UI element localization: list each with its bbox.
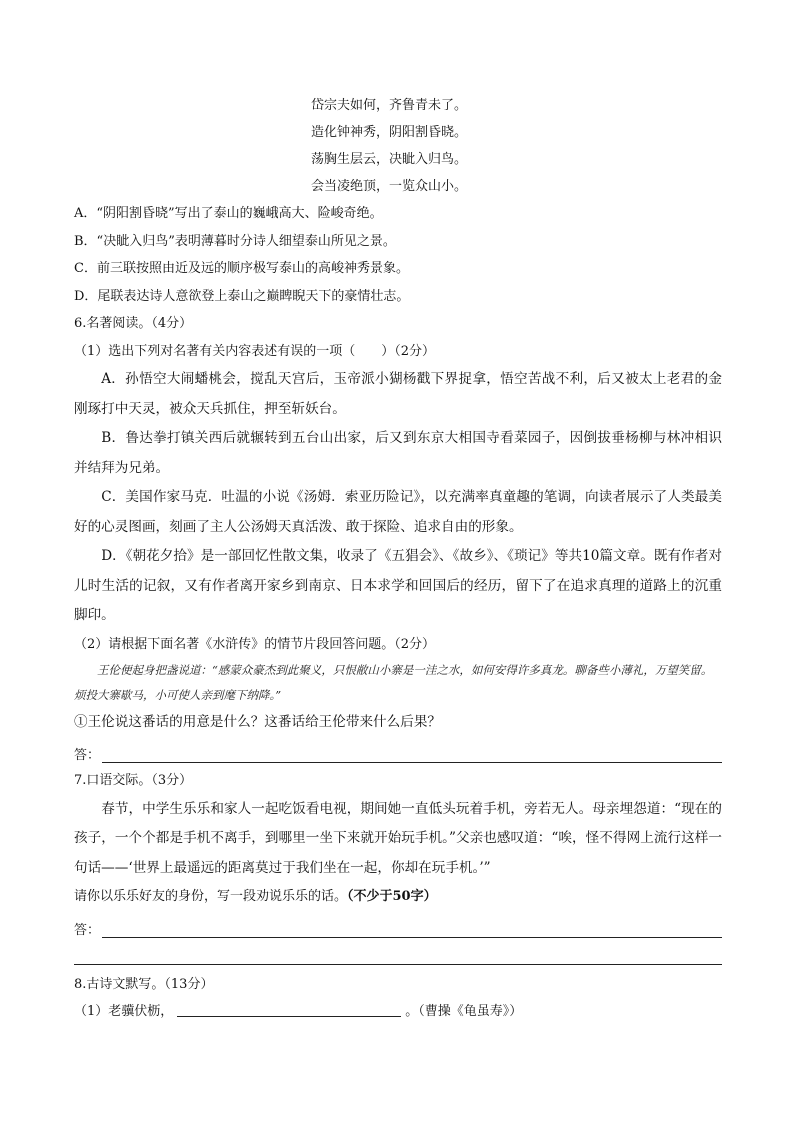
poem-line: 岱宗夫如何，齐鲁青未了。 [311, 98, 468, 113]
poem-block [311, 92, 611, 200]
q5-option-a: A．“阴阳割昏晓”写出了泰山的巍峨高大、险峻奇绝。 [74, 206, 383, 221]
q6-answer-row [74, 736, 722, 763]
questions [74, 200, 722, 1026]
q8-item-1 [74, 998, 722, 1026]
q7-paragraph: 春节，中学生乐乐和家人一起吃饭看电视，期间她一直低头玩着手机，旁若无人。母亲埋怨道：“现在的孩子，一个个都是手机不离手，到哪里一坐下来就开始玩手机。”父亲也感叹道：“唉，怪不得网上流行这样一句话——‘世界上最遥远的距离莫过于我们坐在一起，你却在玩手机。’” [74, 800, 722, 876]
q7-answer-row [74, 911, 722, 938]
q6-quote: 王伦便起身把盏说道：“感蒙众豪杰到此聚义，只恨敝山小寨是一洼之水，如何安得许多真龙。聊备些小薄礼，万望笑留。烦投大寨歇马，小可使人亲到麾下纳降。” [74, 663, 713, 702]
q7-task [74, 883, 722, 911]
q5-options [74, 200, 722, 310]
q7-task-text: 请你以乐乐好友的身份，写一段劝说乐乐的话。 [74, 889, 348, 904]
q6-option-b: B．鲁达拳打镇关西后就辗转到五台山出家，后又到东京大相国寺看菜园子，因倒拔垂杨柳与林冲相识并结拜为兄弟。 [74, 430, 722, 476]
q6-question: ①王伦说这番话的用意是什么？这番话给王伦带来什么后果？ [74, 714, 442, 730]
q6-title: 6.名著阅读。（4分） [74, 316, 193, 331]
q8-item1-end: 。（曹操《龟虽寿》） [405, 1004, 523, 1019]
poem-line: 会当凌绝顶，一览众山小。 [311, 179, 468, 194]
q7-title: 7.口语交际。（3分） [74, 773, 193, 788]
q6-option-d: D．《朝花夕拾》是一部回忆性散文集，收录了《五猖会》、《故乡》、《琐记》等共10篇文章。既有作者对儿时生活的记叙，又有作者离开家乡到南京、日本求学和回国后的经历，留下了在追求真理的道路上的沉重脚印。 [74, 548, 722, 623]
q5-option-b: B．“决眦入归鸟”表明薄暮时分诗人细望泰山所见之景。 [74, 233, 396, 249]
q6-answer-line[interactable] [102, 744, 722, 763]
q5-option-c: C．前三联按照由近及远的顺序极写泰山的高峻神秀景象。 [74, 261, 409, 276]
poem-line: 荡胸生层云，决眦入归鸟。 [311, 152, 468, 167]
q5-option-d: D．尾联表达诗人意欲登上泰山之巅睥睨天下的豪情壮志。 [74, 288, 410, 304]
q6-sub2: （2）请根据下面名著《水浒传》的情节片段回答问题。（2分） [74, 636, 436, 652]
q7-answer-line-1[interactable] [102, 919, 722, 938]
q8-item1-blank[interactable] [177, 1002, 401, 1017]
answer-label: 答： [74, 922, 101, 938]
answer-label: 答： [74, 748, 101, 763]
q7-answer-line-2[interactable] [74, 938, 722, 965]
q8-item1-start: （1）老骥伏枥， [74, 1004, 174, 1019]
q7-task-bold: （不少于50字） [347, 889, 437, 904]
q6-sub1: （1）选出下列对名著有关内容表述有误的一项（ ）（2分） [74, 343, 436, 359]
q6-option-a: A．孙悟空大闹蟠桃会，搅乱天宫后，玉帝派小猢杨戳下界捉拿，悟空苦战不利，后又被太上老君的金刚琢打中天灵，被众天兵抓住，押至斩妖台。 [74, 371, 722, 417]
q6-option-c: C．美国作家马克．吐温的小说《汤姆．索亚历险记》，以充满率真童趣的笔调，向读者展示了人类最美好的心灵图画，刻画了主人公汤姆天真活泼、敢于探险、追求自由的形象。 [74, 489, 722, 535]
poem-line: 造化钟神秀，阴阳割昏晓。 [311, 125, 468, 140]
q8-title: 8.古诗文默写。（13分） [74, 976, 214, 992]
